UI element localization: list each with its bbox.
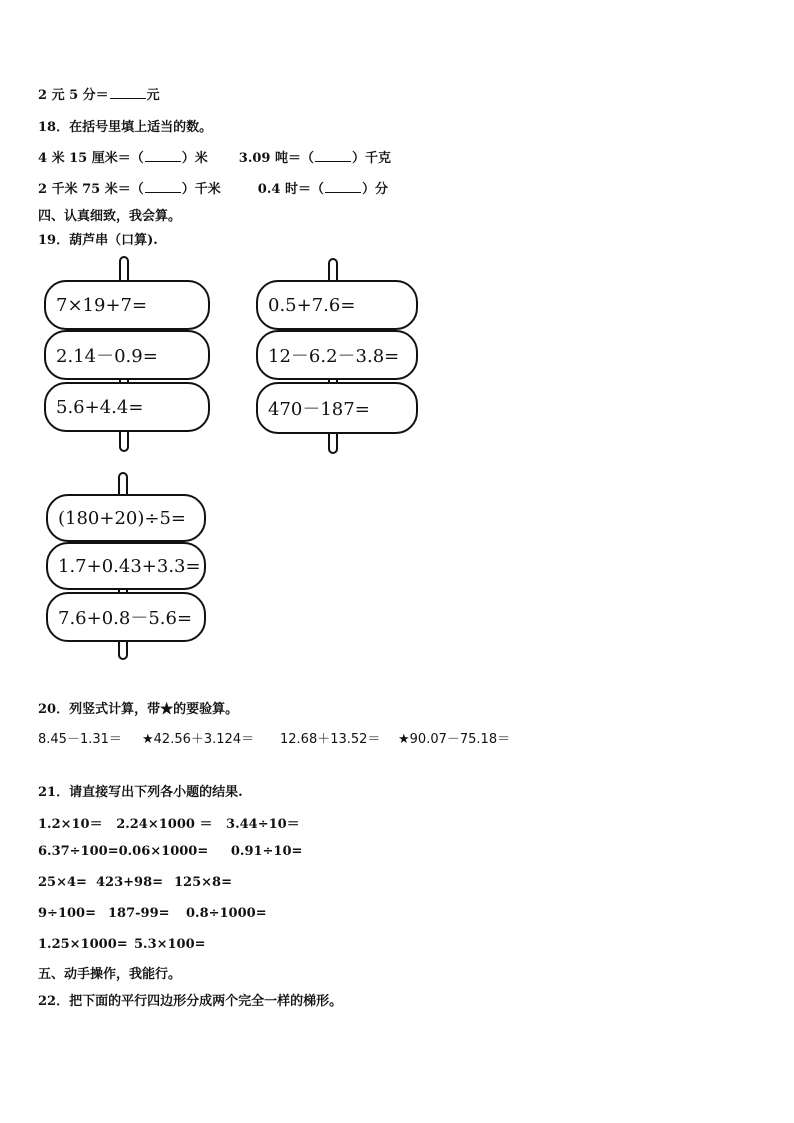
answer-blank[interactable]	[145, 180, 181, 193]
q18-r1-a-post: ）米	[181, 151, 208, 166]
answer-blank[interactable]	[145, 149, 181, 162]
q18-row2	[38, 178, 388, 197]
kabob-3-seg-3[interactable]: 7.6+0.8－5.6=	[46, 592, 206, 642]
q17-text: 2 元 5 分＝	[38, 88, 109, 103]
answer-blank[interactable]	[110, 86, 146, 99]
q21-title: 21．请直接写出下列各小题的结果.	[38, 785, 243, 800]
kabob-2-seg-3[interactable]: 470－187=	[256, 382, 418, 434]
q21-item: 423+98=	[96, 875, 164, 890]
kabob-3-seg-1[interactable]: (180+20)÷5=	[46, 494, 206, 542]
q21-row-2	[38, 844, 302, 859]
q21-item: 2.24×1000 ＝	[116, 817, 213, 832]
q21-row-3	[38, 875, 232, 890]
q20-items	[38, 728, 510, 747]
answer-blank[interactable]	[325, 180, 361, 193]
section-4-heading: 四、认真细致，我会算。	[38, 209, 182, 224]
q21-item: 3.44÷10＝	[226, 817, 300, 832]
q22-title: 22．把下面的平行四边形分成两个完全一样的梯形。	[38, 994, 343, 1009]
kabob-1-seg-3[interactable]: 5.6+4.4=	[44, 382, 210, 432]
q21-row-1	[38, 813, 300, 832]
q21-item: 1.2×10＝	[38, 817, 103, 832]
q20-item: ★42.56＋3.124＝	[142, 732, 255, 747]
q18-r1-b-pre: 3.09 吨＝（	[238, 151, 314, 166]
q21-item: 9÷100=	[38, 906, 96, 921]
q18-r2-b-post: ）分	[361, 182, 388, 197]
q18-r2-a-pre: 2 千米 75 米＝（	[38, 182, 144, 197]
q21-item: 0.8÷1000=	[186, 906, 267, 921]
q20-item: 12.68＋13.52＝	[280, 732, 381, 747]
q21-row-4	[38, 906, 267, 921]
kabob-3	[46, 472, 206, 660]
q21-item: 5.3×100=	[134, 937, 206, 952]
q21-row-5	[38, 937, 206, 952]
q18-r2-a-post: ）千米	[181, 182, 221, 197]
q21-item: 0.06×1000=	[118, 844, 209, 859]
kabob-1-seg-1[interactable]: 7×19+7=	[44, 280, 210, 330]
q18-title: 18．在括号里填上适当的数。	[38, 120, 213, 135]
kabob-2	[256, 258, 418, 454]
q18-r1-a-pre: 4 米 15 厘米＝（	[38, 151, 144, 166]
kabob-2-seg-1[interactable]: 0.5+7.6=	[256, 280, 418, 330]
kabob-1	[44, 256, 210, 452]
q20-item: ★90.07－75.18＝	[398, 732, 511, 747]
q18-row1	[38, 147, 391, 166]
q17-line	[38, 84, 160, 103]
kabob-2-seg-2[interactable]: 12－6.2－3.8=	[256, 330, 418, 380]
kabob-3-seg-2[interactable]: 1.7+0.43+3.3=	[46, 542, 206, 590]
q21-item: 25×4=	[38, 875, 87, 890]
q21-item: 1.25×1000=	[38, 937, 128, 952]
kabob-1-seg-2[interactable]: 2.14－0.9=	[44, 330, 210, 380]
q21-item: 0.91÷10=	[230, 844, 303, 859]
q21-item: 187-99=	[108, 906, 170, 921]
q20-item: 8.45－1.31＝	[38, 732, 122, 747]
section-5-heading: 五、动手操作，我能行。	[38, 967, 182, 982]
q20-title: 20．列竖式计算，带★的要验算。	[38, 702, 239, 717]
answer-blank[interactable]	[315, 149, 351, 162]
q21-item: 6.37÷100=	[38, 844, 119, 859]
q19-title: 19．葫芦串（口算).	[38, 233, 158, 248]
q17-unit: 元	[146, 88, 160, 103]
q18-r1-b-post: ）千克	[352, 151, 392, 166]
q18-r2-b-pre: 0.4 时＝（	[257, 182, 324, 197]
q21-item: 125×8=	[174, 875, 232, 890]
